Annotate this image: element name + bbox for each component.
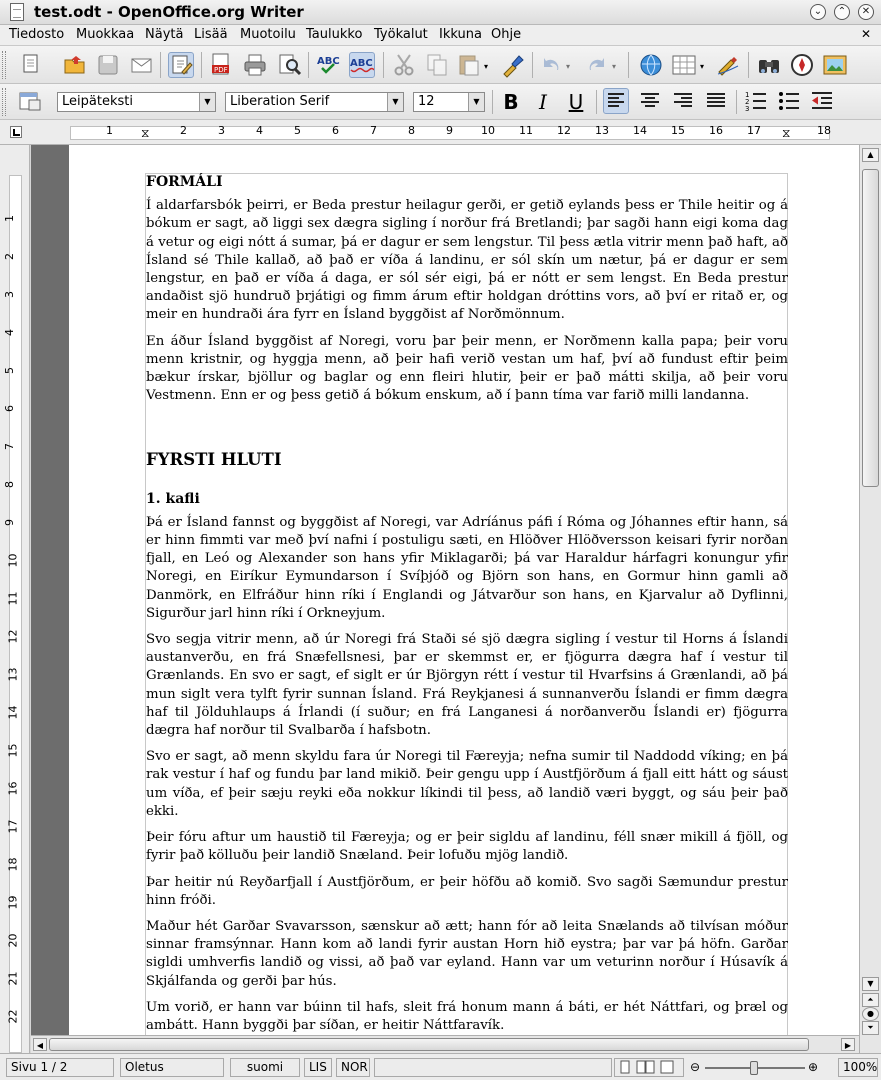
insert-mode[interactable]: LIS (304, 1058, 332, 1077)
ruler-label: 5 (3, 367, 16, 374)
ruler-label: 15 (6, 743, 20, 758)
toolbar-grip[interactable] (2, 51, 6, 79)
ruler-label: 7 (370, 124, 377, 137)
ruler-label: 19 (6, 895, 20, 910)
paragraph[interactable]: Þeir fóru aftur um haustið til Færeyja; og er þeir sigldu af landinu, féll snær mikill á fjöll, og fyrir það kölluðu þeir landið Snæland. Þeir lofuðu mjög landið. (146, 830, 788, 864)
ruler-track (6, 175, 22, 1053)
heading-chapter[interactable]: 1. kafli (146, 490, 200, 507)
ruler-label: 18 (817, 124, 831, 137)
ruler-label: 8 (3, 481, 16, 488)
separator (596, 90, 597, 114)
menu-ikkuna[interactable]: Ikkuna (439, 27, 482, 42)
ruler-label: 22 (6, 1009, 20, 1024)
title-bar (0, 0, 881, 25)
ruler-label: 17 (747, 124, 761, 137)
selection-mode[interactable]: NOR (336, 1058, 370, 1077)
ruler-label: 9 (3, 519, 16, 526)
scroll-right-icon[interactable]: ▶ (841, 1038, 855, 1051)
cut-icon[interactable] (391, 52, 417, 78)
heading-part[interactable]: FYRSTI HLUTI (146, 450, 282, 470)
page-style[interactable]: Oletus (120, 1058, 224, 1077)
menu-tyokalut[interactable]: Työkalut (374, 27, 428, 42)
paragraph[interactable]: Í aldarfarsbók þeirri, er Beda prestur heilagur gerði, er getið eylands þess er Thile heitir og á bókum er sagt, að liggi sex dægra sigling í norður frá Bretlandi; þar sagði hann eigi koma dag á vetur og eigi nótt á sumar, þá er dagur er sem lengstur. Til þess ætla vitrir menn það haft, að Ísland sé Thile kallað, að það er víða á landinu, er sól skín um nætur, þá er dagur er sem lengstur, en það er víða á daga, er sól sér eigi, þá er nótt er sem lengst. En Beda prestur andaðist sjö hundruð þrjátigi og fimm árum eftir holdgan dróttins vors, að því er ritað er, og meir en hundraði ára fyrr en Ísland byggðist af Norðmönnum. (146, 198, 788, 323)
scroll-thumb[interactable] (49, 1038, 809, 1051)
zoom-level[interactable]: 100% (838, 1058, 878, 1077)
underline-icon[interactable]: U (568, 90, 584, 114)
menu-muokkaa[interactable]: Muokkaa (76, 27, 135, 42)
horizontal-ruler[interactable] (0, 120, 881, 145)
ruler-label: 16 (6, 781, 20, 796)
chevron-down-icon[interactable]: ▼ (468, 93, 484, 111)
paragraph-style-value: Leipäteksti (62, 94, 133, 109)
menu-bar (0, 25, 881, 46)
show-draw-functions-icon[interactable] (715, 52, 741, 78)
font-name-combo[interactable] (225, 92, 404, 112)
separator (532, 52, 533, 78)
standard-toolbar (0, 46, 881, 84)
separator (628, 52, 629, 78)
italic-icon[interactable]: I (539, 90, 547, 114)
paragraph[interactable]: Svo er sagt, að menn skyldu fara úr Noregi til Færeyja; nefna sumir til Naddodd víking; en þá rak vestur í haf og fundu þar land mikið. Þeir gengu upp í Austfjörðum á fjall eitt hátt og sáust um víða, ef þeir sæju reyki eða nokkur líkindi til þess, að landið væri byggt, og sáu þeir það ekki. (146, 749, 788, 819)
scroll-down-icon[interactable]: ▼ (862, 977, 879, 991)
autospellcheck-icon[interactable] (349, 52, 375, 78)
tab-type-selector[interactable] (10, 126, 22, 138)
font-size-combo[interactable] (413, 92, 485, 112)
vertical-scrollbar[interactable] (859, 145, 881, 1053)
clone-formatting-icon[interactable] (500, 52, 526, 78)
svg-text:PDF: PDF (214, 66, 228, 74)
formatting-toolbar (0, 84, 881, 120)
undo-icon[interactable] (538, 52, 564, 78)
print-icon[interactable] (242, 52, 268, 78)
ruler-label: 21 (6, 971, 20, 986)
paragraph[interactable]: Maður hét Garðar Svavarsson, sænskur að ætt; hann fór að leita Snælands að tilvísan móður sinnar framsýnnar. Hann kom að landi fyrir austan Horn hið eystra; þar var þá höfn. Garðar sigldi umhverfis landið og vissi, að það var eyland. Hann var um veturinn norður í Húsavík á Skjálfanda og gerði þar hús. (146, 918, 788, 989)
styles-formatting-icon[interactable] (17, 88, 43, 114)
separator (201, 52, 202, 78)
menu-ohje[interactable]: Ohje (491, 27, 522, 42)
page-indicator[interactable]: Sivu 1 / 2 (6, 1058, 114, 1077)
svg-text:ABC: ABC (350, 58, 373, 69)
ruler-label: 8 (408, 124, 415, 137)
ruler-label: 11 (6, 591, 20, 606)
ruler-label: 3 (218, 124, 225, 137)
view-layout-icons[interactable] (614, 1058, 684, 1077)
table-dropdown-icon[interactable]: ▾ (700, 62, 705, 71)
font-size-value: 12 (418, 94, 435, 109)
ruler-label: 6 (332, 124, 339, 137)
chevron-down-icon[interactable]: ▼ (387, 93, 403, 111)
separator (383, 52, 384, 78)
copy-icon[interactable] (424, 52, 450, 78)
save-icon[interactable] (95, 52, 121, 78)
export-pdf-icon[interactable] (208, 52, 234, 78)
menu-nayta[interactable]: Näytä (145, 27, 184, 42)
navigator-icon[interactable] (789, 52, 815, 78)
maximize-button[interactable]: ⌃ (834, 4, 850, 20)
document-icon (10, 3, 24, 21)
ruler-label: 4 (256, 124, 263, 137)
svg-text:1: 1 (745, 91, 750, 99)
horizontal-scrollbar[interactable] (31, 1035, 859, 1053)
menu-lisaa[interactable]: Lisää (194, 27, 228, 42)
svg-text:ABC: ABC (317, 56, 340, 67)
scroll-up-icon[interactable]: ▲ (862, 148, 879, 162)
redo-dropdown-icon[interactable]: ▾ (612, 62, 617, 71)
separator (736, 90, 737, 114)
language[interactable]: suomi (230, 1058, 300, 1077)
scroll-left-icon[interactable]: ◀ (33, 1038, 47, 1051)
status-bar (0, 1053, 881, 1080)
window-title: test.odt - OpenOffice.org Writer (34, 3, 304, 21)
ruler-label: 1 (106, 124, 113, 137)
bold-icon[interactable]: B (503, 90, 519, 114)
bullets-icon[interactable] (776, 88, 802, 114)
ruler-label: 15 (671, 124, 685, 137)
ruler-label: 7 (3, 443, 16, 450)
table-icon[interactable] (671, 52, 697, 78)
menu-muotoilu[interactable]: Muotoilu (240, 27, 296, 42)
ruler-label: 14 (633, 124, 647, 137)
toolbar-grip[interactable] (2, 88, 6, 116)
align-right-icon[interactable] (670, 88, 696, 114)
document-view[interactable] (31, 145, 859, 1053)
ruler-label: 10 (481, 124, 495, 137)
justify-icon[interactable] (703, 88, 729, 114)
ruler-label: 20 (6, 933, 20, 948)
zoom-out-icon[interactable]: ⊖ (690, 1060, 701, 1074)
open-icon[interactable] (62, 52, 88, 78)
menu-tiedosto[interactable]: Tiedosto (9, 27, 65, 42)
numbering-icon[interactable] (743, 88, 769, 114)
svg-text:2: 2 (745, 98, 750, 106)
chevron-down-icon[interactable]: ▼ (199, 93, 215, 111)
paragraph[interactable]: Svo segja vitrir menn, að úr Noregi frá Staði sé sjö dægra sigling í vestur til Horns á Íslandi austanverðu, en frá Snæfellsnesi, þar er skemmst er, er fjögurra dægra haf í vestur til Grænlands. En svo er sagt, ef siglt er úr Björgyn rétt í vestur til Hvarfsins á Grænlandi, að þá mun siglt vera tylft fyrir sunnan Ísland. Frá Reykjanesi á sunnanverðu Íslandi er fimm dægra haf til Jölduhlaups á Írlandi (í suður; en frá Langanesi á norðanverðu Íslandi er) fjögurra dægra haf norður til Svalbarða í hafsbotn. (146, 632, 788, 739)
ruler-label: 17 (6, 819, 20, 834)
ruler-label: 10 (6, 553, 20, 568)
gallery-icon[interactable] (822, 52, 848, 78)
hyperlink-icon[interactable] (638, 52, 664, 78)
separator (492, 90, 493, 114)
close-window-button[interactable]: ✕ (858, 4, 874, 20)
paragraph[interactable]: Um vorið, er hann var búinn til hafs, sleit frá honum mann á báti, er hét Náttfari, og þræl og ambátt. Hann byggði þar síðan, er heitir Náttfaravík. (146, 999, 788, 1033)
close-document-icon[interactable]: ✕ (860, 27, 871, 41)
paragraph[interactable]: Þá er Ísland fannst og byggðist af Noregi, var Adríánus páfi í Róma og Jóhannes eftir hann, sá er hinn fimmti var með því nafni í postuligu sæti, en Hlöðver Hlöðversson keisari fyrir norðan fjall, en Leó og Alexander son hans yfir Miklagarði; þá var Haraldur hárfagri konungur yfir Noregi, en Eiríkur Eymundarson í Svíþjóð og Björn son hans, en Gormur hinn gamli að Danmörk, en Elfráður hinn ríki í Englandi og Játvarður son hans, en Kjarvalur að Dyflinni, Sigurður jarl hinn ríki í Orkneyjum. (146, 514, 788, 621)
zoom-slider-knob[interactable] (750, 1061, 758, 1075)
align-left-icon[interactable] (603, 88, 629, 114)
decrease-indent-icon[interactable] (809, 88, 835, 114)
find-replace-icon[interactable] (756, 52, 782, 78)
ruler-label: 3 (3, 291, 16, 298)
paragraph[interactable]: Þar heitir nú Reyðarfjall í Austfjörðum, er þeir höfðu að komið. Svo sagði Sæmundur prestur hinn fróði. (146, 874, 788, 908)
menu-taulukko[interactable]: Taulukko (306, 27, 363, 42)
redo-icon[interactable] (584, 52, 610, 78)
print-preview-icon[interactable] (276, 52, 302, 78)
ruler-label: 12 (557, 124, 571, 137)
ruler-label: 2 (180, 124, 187, 137)
ruler-label: 18 (6, 857, 20, 872)
paragraph-style-combo[interactable] (57, 92, 216, 112)
ruler-label: 16 (709, 124, 723, 137)
ruler-label: 13 (6, 667, 20, 682)
document-text[interactable] (146, 173, 788, 1043)
vertical-ruler[interactable] (0, 145, 30, 1053)
heading-preface[interactable]: FORMÁLI (146, 174, 223, 190)
paste-icon[interactable] (456, 52, 482, 78)
ruler-label: 12 (6, 629, 20, 644)
scroll-thumb[interactable] (862, 169, 879, 487)
next-page-icon[interactable]: ⏷ (862, 1021, 879, 1035)
ruler-label: 6 (3, 405, 16, 412)
ruler-label: 2 (3, 253, 16, 260)
align-center-icon[interactable] (637, 88, 663, 114)
ruler-label: 14 (6, 705, 20, 720)
separator (160, 52, 161, 78)
ruler-label: 1 (3, 215, 16, 222)
status-blank (374, 1058, 612, 1077)
document-page[interactable] (69, 145, 859, 1053)
ruler-label: 4 (3, 329, 16, 336)
minimize-button[interactable]: ⌄ (810, 4, 826, 20)
left-indent-marker-icon[interactable]: ⧖ (141, 126, 150, 140)
paste-dropdown-icon[interactable]: ▾ (484, 62, 489, 71)
ruler-label: 9 (446, 124, 453, 137)
separator (308, 52, 309, 78)
new-document-icon[interactable] (18, 52, 44, 78)
navigation-icon[interactable]: ● (862, 1007, 879, 1021)
ruler-label: 11 (519, 124, 533, 137)
zoom-in-icon[interactable]: ⊕ (808, 1060, 819, 1074)
previous-page-icon[interactable]: ⏶ (862, 993, 879, 1007)
svg-text:3: 3 (745, 105, 750, 113)
font-name-value: Liberation Serif (230, 94, 330, 109)
edit-file-icon[interactable] (168, 52, 194, 78)
ruler-label: 13 (595, 124, 609, 137)
ruler-label: 5 (294, 124, 301, 137)
undo-dropdown-icon[interactable]: ▾ (566, 62, 571, 71)
paragraph[interactable]: En áður Ísland byggðist af Noregi, voru þar þeir menn, er Norðmenn kalla papa; þeir voru menn kristnir, og hyggja menn, að þeir hafi verið vestan um haf, því að fundust eftir þeim bækur írskar, bjöllur og baglar og enn fleiri hlutir, þeir er það mátti skilja, að þeir voru Vestmenn. Enn er og þess getið á bókum enskum, að í þann tíma var farið milli landanna. (146, 333, 788, 404)
spellcheck-icon[interactable] (316, 52, 342, 78)
separator (748, 52, 749, 78)
email-icon[interactable] (129, 52, 155, 78)
right-indent-marker-icon[interactable]: ⧖ (782, 126, 791, 140)
